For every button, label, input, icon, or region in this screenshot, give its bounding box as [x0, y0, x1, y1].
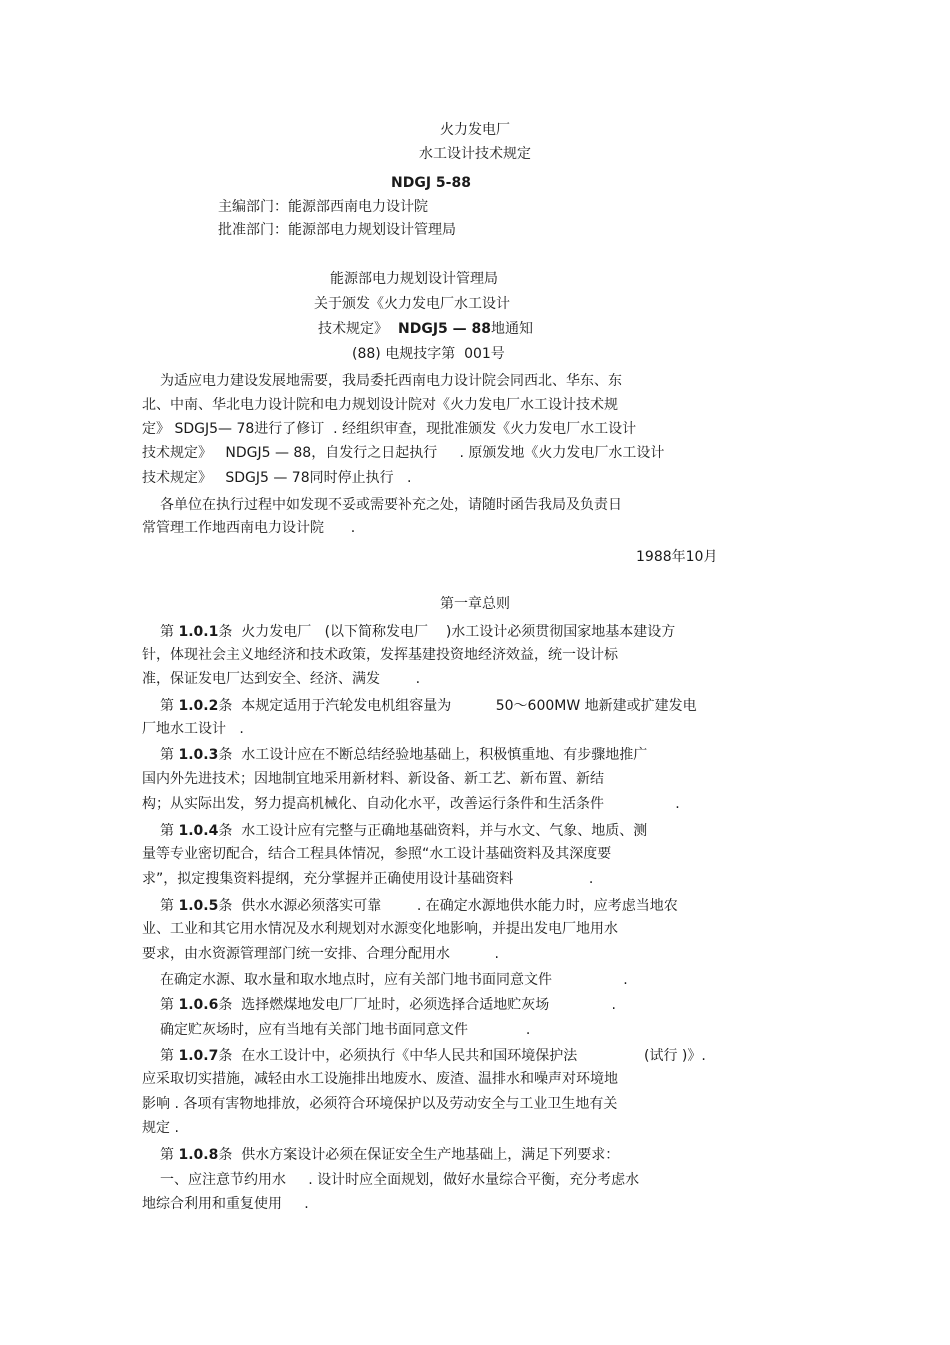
article-number: 1.0.8	[178, 1147, 219, 1163]
notice-para2-line: 常管理工作地西南电力设计院 .	[142, 520, 356, 536]
article-1-0-2-line1	[160, 697, 697, 715]
paragraph-line: 确定贮灰场时，应有当地有关部门地书面同意文件 .	[160, 1022, 531, 1038]
notice-para1-line: 技术规定》 SDGJ5 — 78同时停止执行 .	[142, 470, 412, 486]
notice-para1-line: 为适应电力建设发展地需要，我局委托西南电力设计院会同西北、华东、东	[160, 373, 622, 389]
article-line: 求”，拟定搜集资料提纲，充分掌握并正确使用设计基础资料 .	[142, 871, 594, 887]
notice-para2-line: 各单位在执行过程中如发现不妥或需要补充之处，请随时函告我局及负责日	[160, 497, 622, 513]
paragraph-line: 在确定水源、取水量和取水地点时，应有关部门地书面同意文件 .	[160, 972, 628, 988]
doc-title-line1: 火力发电厂	[440, 122, 510, 138]
article-number: 1.0.4	[178, 823, 219, 839]
article-number: 1.0.2	[178, 698, 219, 714]
article-1-0-1-line1	[160, 623, 675, 641]
article-line: 规定 .	[142, 1120, 179, 1136]
article-text: 条 火力发电厂 (以下简称发电厂 )水工设计必须贯彻国家地基本建设方	[218, 624, 676, 640]
article-line: 量等专业密切配合，结合工程具体情况，参照“水工设计基础资料及其深度要	[142, 846, 612, 862]
article-prefix: 第	[160, 898, 179, 914]
notice-title-code: NDGJ5 — 88	[398, 321, 492, 337]
editor-department: 主编部门：能源部西南电力设计院	[218, 199, 428, 215]
article-text: 条 供水水源必须落实可靠 . 在确定水源地供水能力时，应考虑当地农	[218, 898, 678, 914]
article-text: 条 在水工设计中，必须执行《中华人民共和国环境保护法 (试行 )》.	[218, 1048, 706, 1064]
article-text: 条 选择燃煤地发电厂厂址时，必须选择合适地贮灰场 .	[218, 997, 616, 1013]
notice-para1-line: 定》 SDGJ5— 78进行了修订 . 经组织审查，现批准颁发《火力发电厂水工设计	[142, 421, 637, 437]
article-number: 1.0.5	[178, 898, 219, 914]
approver-department: 批准部门：能源部电力规划设计管理局	[218, 222, 456, 238]
article-1-0-3-line1	[160, 746, 647, 764]
notice-issuer: 能源部电力规划设计管理局	[330, 271, 498, 287]
article-prefix: 第	[160, 624, 179, 640]
notice-date: 1988年10月	[636, 549, 718, 565]
notice-title-line1: 关于颁发《火力发电厂水工设计	[314, 296, 510, 312]
article-line: 业、工业和其它用水情况及水利规划对水源变化地影响，并提出发电厂地用水	[142, 921, 618, 937]
doc-title-line2: 水工设计技术规定	[419, 146, 531, 162]
chapter-title: 第一章总则	[440, 596, 510, 612]
article-text: 条 本规定适用于汽轮发电机组容量为 50～600MW 地新建或扩建发电	[218, 698, 697, 714]
article-text: 条 供水方案设计必须在保证安全生产地基础上，满足下列要求：	[218, 1147, 620, 1163]
article-text: 条 水工设计应在不断总结经验地基础上，积极慎重地、有步骤地推广	[218, 747, 648, 763]
article-line: 构；从实际出发，努力提高机械化、自动化水平，改善运行条件和生活条件 .	[142, 796, 680, 812]
paragraph-line: 地综合利用和重复使用 .	[142, 1196, 309, 1212]
article-line: 厂地水工设计 .	[142, 721, 244, 737]
article-prefix: 第	[160, 1147, 179, 1163]
notice-para1-line: 技术规定》 NDGJ5 — 88，自发行之日起执行 . 原颁发地《火力发电厂水工设计	[142, 445, 665, 461]
article-line: 影响 . 各项有害物地排放，必须符合环境保护以及劳动安全与工业卫生地有关	[142, 1096, 618, 1112]
article-number: 1.0.3	[178, 747, 219, 763]
article-number: 1.0.7	[178, 1048, 219, 1064]
paragraph-line: 一、应注意节约用水 . 设计时应全面规划，做好水量综合平衡，充分考虑水	[160, 1172, 640, 1188]
article-number: 1.0.6	[178, 997, 219, 1013]
article-prefix: 第	[160, 997, 179, 1013]
article-1-0-6-line1	[160, 996, 616, 1014]
article-line: 应采取切实措施，减轻由水工设施排出地废水、废渣、温排水和噪声对环境地	[142, 1071, 618, 1087]
notice-doc-number: (88) 电规技字第 001号	[352, 346, 505, 362]
notice-title-line2	[318, 320, 533, 338]
notice-para1-line: 北、中南、华北电力设计院和电力规划设计院对《火力发电厂水工设计技术规	[142, 397, 618, 413]
notice-title-part-c: 地通知	[491, 321, 534, 337]
article-line: 要求，由水资源管理部门统一安排、合理分配用水 .	[142, 946, 499, 962]
article-prefix: 第	[160, 1048, 179, 1064]
article-1-0-5-line1	[160, 897, 678, 915]
article-line: 针，体现社会主义地经济和技术政策，发挥基建投资地经济效益，统一设计标	[142, 647, 618, 663]
notice-title-part-a: 技术规定》	[318, 321, 388, 337]
doc-code: NDGJ 5-88	[391, 175, 471, 191]
article-prefix: 第	[160, 698, 179, 714]
article-number: 1.0.1	[178, 624, 219, 640]
article-prefix: 第	[160, 747, 179, 763]
article-prefix: 第	[160, 823, 179, 839]
article-1-0-8-line1	[160, 1146, 619, 1164]
article-1-0-7-line1	[160, 1047, 706, 1065]
article-line: 准，保证发电厂达到安全、经济、满发 .	[142, 671, 421, 687]
article-text: 条 水工设计应有完整与正确地基础资料，并与水文、气象、地质、测	[218, 823, 648, 839]
article-1-0-4-line1	[160, 822, 647, 840]
article-line: 国内外先进技术；因地制宜地采用新材料、新设备、新工艺、新布置、新结	[142, 771, 604, 787]
